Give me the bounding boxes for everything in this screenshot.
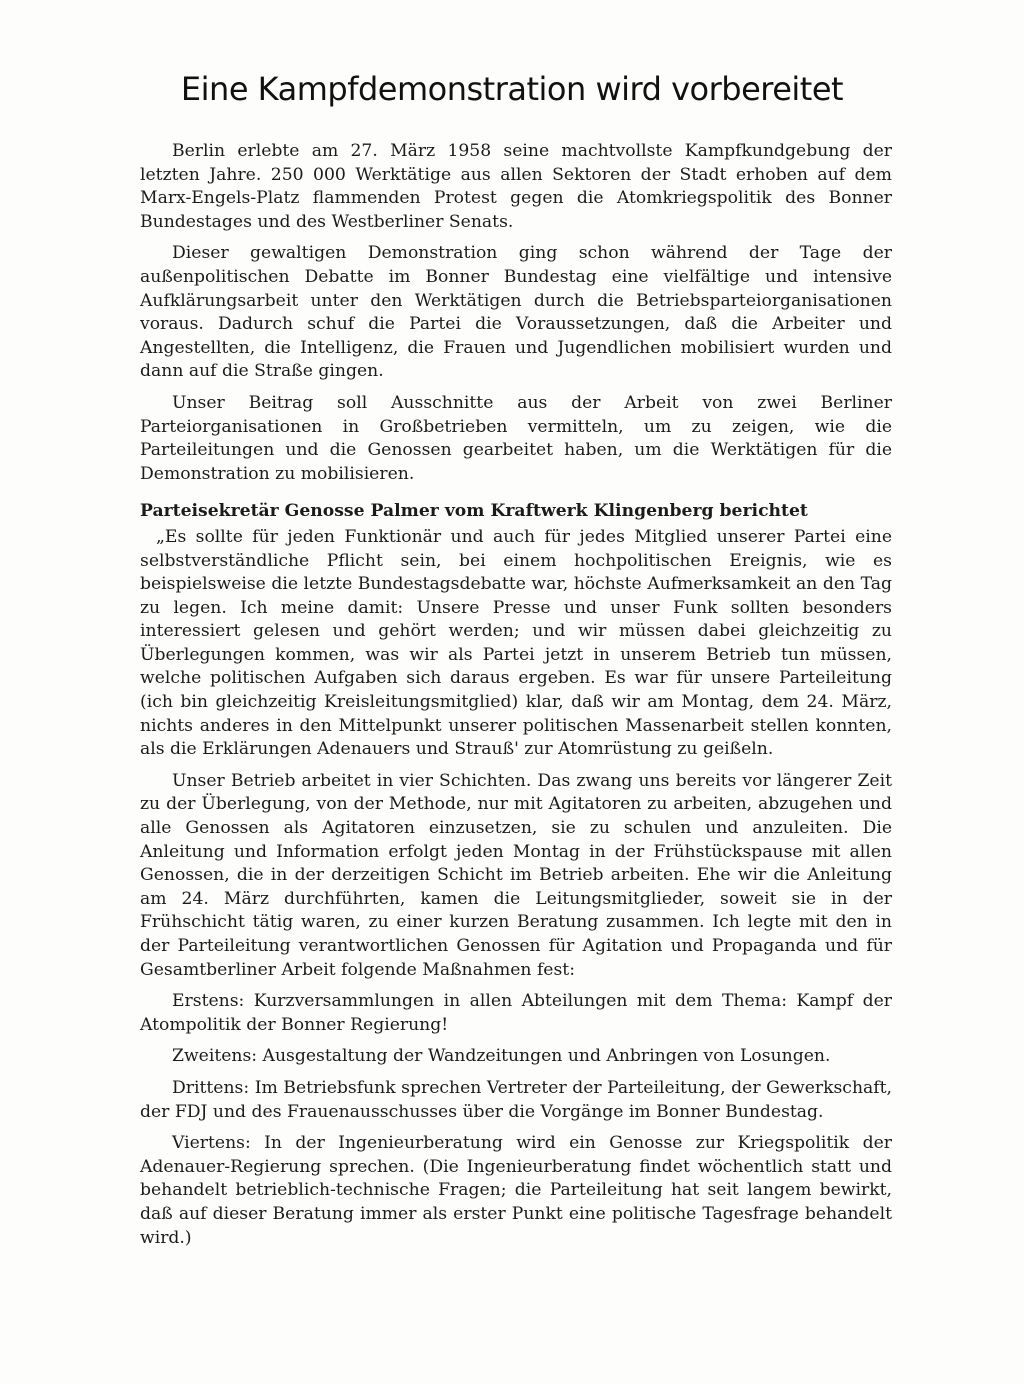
page-title: Eine Kampfdemonstration wird vorbereitet xyxy=(180,70,844,108)
paragraph-report-6: Viertens: In der Ingenieurberatung wird ein Genosse zur Kriegspolitik der Adenauer-Regierung sprechen. (Die Ingenieurberatung findet wöchentlich statt und behandelt betrieblich-technische Fragen; die Parteileitung hat seit langem bewirkt, daß auf dieser Beratung immer als erster Punkt eine politische Tagesfrage behandelt wird.) xyxy=(140,1133,892,1248)
paragraph-report-5: Drittens: Im Betriebsfunk sprechen Vertreter der Parteileitung, der Gewerkschaft, der FDJ und des Frauenausschusses über die Vorgänge im Bonner Bundestag. xyxy=(140,1077,892,1122)
paragraph-report-1: „Es sollte für jeden Funktionär und auch für jedes Mitglied unserer Partei eine selbstverständliche Pflicht sein, bei einem hochpolitischen Ereignis, wie es beispielsweise die letzte Bundestagsdebatte war, höchste Aufmerksamkeit an den Tag zu legen. Ich meine damit: Unsere Presse und unser Funk sollten besonders interessiert gelesen und gehört werden; und wir müssen dabei gleichzeitig zu Überlegungen kommen, was wir als Partei jetzt in unserem Betrieb tun müssen, welche politischen Aufgaben sich daraus ergeben. Es war für unsere Parteileitung (ich bin gleichzeitig Kreisleitungsmitglied) klar, daß wir am Montag, dem 24. März, nichts anderes in den Mittelpunkt unserer politischen Massenarbeit stellen konnten, als die Erklärungen Adenauers und Strauß' zur Atomrüstung zu geißeln. xyxy=(140,526,892,760)
article-body xyxy=(140,140,892,1258)
paragraph-report-4: Zweitens: Ausgestaltung der Wandzeitungen und Anbringen von Losungen. xyxy=(172,1046,831,1067)
section-heading: Parteisekretär Genosse Palmer vom Kraftwerk Klingenberg berichtet xyxy=(140,501,808,522)
paragraph-intro-3: Unser Beitrag soll Ausschnitte aus der Arbeit von zwei Berliner Parteiorganisationen in Großbetrieben vermitteln, um zu zeigen, wie die Parteileitungen und die Genossen gearbeitet haben, um die Werktätigen für die Demonstration zu mobilisieren. xyxy=(140,392,892,484)
paragraph-intro-1: Berlin erlebte am 27. März 1958 seine machtvollste Kampfkundgebung der letzten Jahre. 250 000 Werktätige aus allen Sektoren der Stadt erhoben auf dem Marx-Engels-Platz flammenden Protest gegen die Atomkriegspolitik des Bonner Bundestages und des Westberliner Senats. xyxy=(140,141,892,232)
paragraph-intro-2: Dieser gewaltigen Demonstration ging schon während der Tage der außenpolitischen Debatte im Bonner Bundestag eine vielfältige und intensive Aufklärungsarbeit unter den Werktätigen durch die Betriebsparteiorganisationen voraus. Dadurch schuf die Partei die Voraussetzungen, daß die Arbeiter und Angestellten, die Intelligenz, die Frauen und Jugendlichen mobilisiert wurden und dann auf die Straße gingen. xyxy=(140,243,892,382)
paragraph-report-3: Erstens: Kurzversammlungen in allen Abteilungen mit dem Thema: Kampf der Atompolitik der Bonner Regierung! xyxy=(140,991,892,1035)
paragraph-report-2: Unser Betrieb arbeitet in vier Schichten. Das zwang uns bereits vor längerer Zeit zu der Überlegung, von der Methode, nur mit Agitatoren zu arbeiten, abzugehen und alle Genossen als Agitatoren einzusetzen, sie zu schulen und anzuleiten. Die Anleitung und Information erfolgt jeden Montag in der Frühstückspause mit allen Genossen, die in der derzeitigen Schicht im Betrieb arbeiten. Ehe wir die Anleitung am 24. März durchführten, kamen die Leitungsmitglieder, soweit sie in der Frühschicht tätig waren, zu einer kurzen Beratung zusammen. Ich legte mit den in der Parteileitung verantwortlichen Genossen für Agitation und Propaganda und für Gesamtberliner Arbeit folgende Maßnahmen fest: xyxy=(140,770,892,980)
